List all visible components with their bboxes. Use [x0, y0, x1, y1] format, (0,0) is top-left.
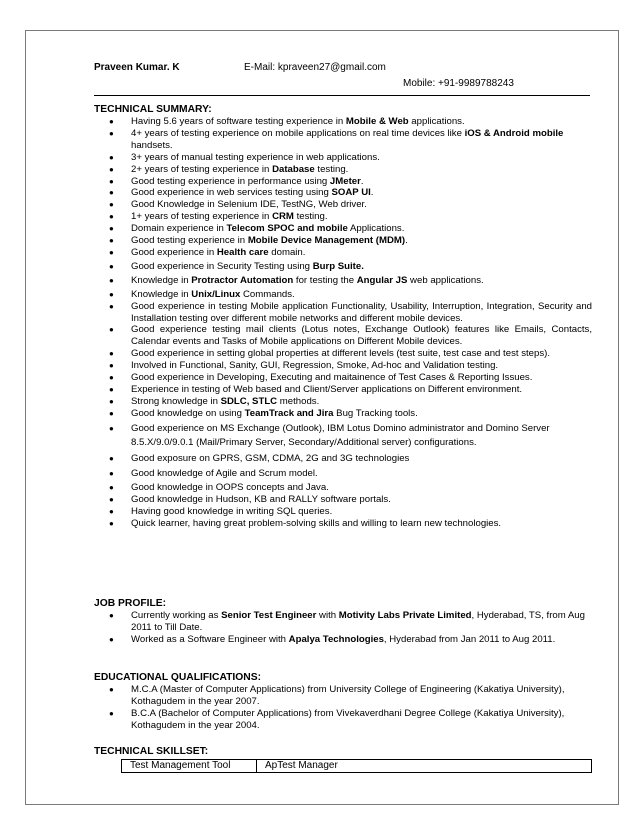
item-text: Good knowledge in Hudson, KB and RALLY software portals.	[131, 494, 391, 506]
item-text: Commands.	[240, 288, 295, 300]
bullet-icon: ●	[109, 275, 114, 285]
bold-text: SOAP UI	[331, 187, 371, 199]
bold-text: Apalya Technologies	[288, 633, 384, 645]
item-text: Good experience in setting global properties at different levels (test suite, test case and test steps).	[131, 348, 550, 360]
list-item	[107, 518, 592, 530]
item-text: for testing the	[293, 274, 357, 286]
list-item	[107, 116, 592, 128]
item-text: Good testing experience in performance using	[131, 175, 330, 187]
item-text: handsets.	[131, 139, 173, 151]
item-text: Experience in testing of Web based and Client/Server applications on Different environment.	[131, 383, 523, 395]
education-list	[94, 684, 592, 732]
bullet-icon: ●	[109, 408, 114, 418]
bullet-icon: ●	[109, 325, 114, 335]
bold-text: SDLC, STLC	[220, 395, 278, 407]
item-text: 1+ years of testing experience in	[131, 211, 273, 223]
item-text: Currently working as	[131, 610, 222, 621]
bullet-icon: ●	[109, 301, 114, 311]
skillset-section	[94, 745, 592, 758]
bullet-icon: ●	[109, 200, 114, 210]
education-section	[94, 671, 592, 732]
bullet-icon: ●	[109, 152, 114, 162]
item-text: testing.	[314, 163, 349, 175]
bullet-icon: ●	[109, 483, 114, 493]
bullet-icon: ●	[109, 685, 114, 694]
bold-text: Database	[272, 163, 315, 175]
bullet-icon: ●	[109, 384, 114, 394]
list-item	[107, 128, 592, 152]
item-text: testing.	[293, 211, 328, 223]
bullet-icon: ●	[109, 507, 114, 517]
item-text: Having good knowledge in writing SQL queries.	[131, 506, 333, 518]
bullet-icon: ●	[109, 236, 114, 246]
list-item	[107, 634, 592, 646]
item-text: domain.	[268, 246, 306, 258]
list-item	[107, 235, 592, 247]
item-text: Quick learner, having great problem-solving skills and willing to learn new technologies.	[131, 518, 502, 530]
item-text: Good Knowledge in Selenium IDE, TestNG, Web driver.	[131, 199, 367, 211]
item-text: , Hyderabad from Jan 2011 to Aug 2011.	[383, 633, 556, 645]
item-text: M.C.A (Master of Computer Applications) from University College of Engineering (Kakatiya University), Kothagudem in the year 2007.	[131, 684, 565, 707]
bullet-icon: ●	[109, 349, 114, 359]
bullet-icon: ●	[109, 224, 114, 234]
item-text: 4+ years of testing experience on mobile applications on real time devices like	[131, 127, 465, 139]
list-item	[107, 384, 592, 396]
item-text: B.C.A (Bachelor of Computer Applications) from Vivekaverdhani Degree College (Kakatiya University), Kothagudem in the year 2004.	[131, 707, 565, 731]
item-text: 2+ years of testing experience in	[131, 163, 273, 175]
list-item	[107, 610, 592, 634]
bullet-icon: ●	[109, 611, 114, 620]
list-item	[107, 199, 592, 211]
list-item	[107, 211, 592, 223]
item-text: Having 5.6 years of software testing experience in	[131, 116, 346, 127]
item-text: Good experience in	[131, 246, 217, 258]
list-item	[107, 348, 592, 360]
bold-text: JMeter	[329, 175, 361, 187]
item-text: Knowledge in	[131, 274, 192, 286]
bullet-icon: ●	[109, 247, 114, 257]
bullet-icon: ●	[109, 361, 114, 371]
item-text: 3+ years of manual testing experience in web applications.	[131, 151, 380, 163]
list-item	[107, 468, 592, 480]
list-item	[107, 301, 592, 325]
bold-text: Health care	[216, 246, 269, 258]
section-title: JOB PROFILE:	[94, 598, 167, 609]
table-row	[122, 760, 592, 773]
item-text: Knowledge in	[131, 288, 192, 300]
bold-text: Telecom SPOC and mobile	[226, 223, 348, 235]
section-title: TECHNICAL SUMMARY:	[94, 104, 212, 115]
header-divider	[94, 95, 590, 96]
list-item	[107, 684, 592, 708]
bullet-icon: ●	[109, 708, 114, 718]
bullet-icon: ●	[109, 519, 114, 529]
item-text: .	[405, 235, 408, 247]
item-text: .	[370, 187, 374, 199]
item-text: web applications.	[407, 274, 484, 286]
bold-text: Protractor Automation	[191, 274, 294, 286]
item-text: Good exposure on GPRS, GSM, CDMA, 2G and 3G technologies	[131, 452, 410, 464]
job-profile-list	[94, 610, 592, 646]
bullet-icon: ●	[109, 396, 114, 406]
bullet-icon: ●	[109, 495, 114, 505]
list-item	[107, 408, 592, 420]
list-item	[107, 187, 592, 199]
bullet-icon: ●	[109, 453, 114, 463]
item-text: .	[360, 175, 364, 187]
item-text: Good experience testing mail clients (Lotus notes, Exchange Outlook) features like Emails, Contacts, Calendar events and Tasks of Mobile applications on Different Mobile devices.	[131, 324, 592, 348]
item-text: Good experience in Developing, Executing and maitainence of Test Cases & Reporting Issues.	[131, 372, 533, 384]
bold-text: iOS & Android mobile	[464, 127, 564, 139]
item-text: methods.	[277, 395, 320, 407]
list-item	[107, 289, 592, 301]
technical-summary-list	[94, 116, 592, 530]
skill-label: Test Management Tool	[122, 760, 257, 773]
item-text: Involved in Functional, Sanity, GUI, Regression, Smoke, Ad-hoc and Validation testing.	[131, 360, 499, 372]
bold-text: CRM	[272, 211, 294, 223]
item-text: Good testing experience in	[131, 235, 248, 247]
list-item	[107, 261, 592, 273]
item-text: Good knowledge of Agile and Scrum model.	[131, 467, 318, 479]
bold-text: Mobile Device Management (MDM)	[247, 235, 406, 247]
section-title: EDUCATIONAL QUALIFICATIONS:	[94, 672, 262, 683]
bold-text: Mobile & Web	[345, 116, 409, 127]
bullet-icon: ●	[109, 634, 114, 644]
bold-text: Unix/Linux	[191, 288, 241, 300]
bold-text: Motivity Labs Private Limited	[338, 610, 472, 621]
item-text: Good knowledge in OOPS concepts and Java.	[131, 482, 329, 494]
bullet-icon: ●	[109, 373, 114, 383]
list-item	[107, 372, 592, 384]
section-title: TECHNICAL SKILLSET:	[94, 746, 209, 757]
item-text: applications.	[408, 116, 465, 127]
item-text: Strong knowledge in	[131, 395, 221, 407]
item-text: Good experience in web services testing using	[131, 187, 332, 199]
list-item	[107, 360, 592, 372]
bold-text: Angular JS	[356, 274, 408, 286]
list-item	[107, 453, 592, 465]
technical-summary-section	[94, 103, 592, 530]
bullet-icon: ●	[109, 423, 114, 433]
bold-text: Senior Test Engineer	[221, 610, 317, 621]
candidate-name: Praveen Kumar. K	[94, 62, 180, 73]
list-item	[107, 275, 592, 287]
bold-text: Burp Suite.	[312, 260, 364, 272]
bullet-icon: ●	[109, 117, 114, 126]
item-text: Good knowledge on using	[131, 407, 245, 419]
list-item	[107, 164, 592, 176]
list-item	[107, 708, 592, 732]
list-item	[107, 324, 592, 348]
item-text: Good experience in testing Mobile application Functionality, Usability, Interruption, Integration, Security and Installation testing over different mobile networks and different mobile devices.	[131, 300, 592, 324]
bullet-icon: ●	[109, 128, 114, 138]
bullet-icon: ●	[109, 212, 114, 222]
list-item	[107, 396, 592, 408]
list-item	[107, 506, 592, 518]
item-text: Worked as a Software Engineer with	[131, 633, 289, 645]
skill-value: ApTest Manager	[257, 760, 592, 773]
bullet-icon: ●	[109, 188, 114, 198]
bullet-icon: ●	[109, 468, 114, 478]
list-item	[107, 223, 592, 235]
bullet-icon: ●	[109, 164, 114, 174]
item-text: Applications.	[347, 223, 405, 235]
bullet-icon: ●	[109, 289, 114, 299]
item-text: with	[316, 610, 339, 621]
bullet-icon: ●	[109, 261, 114, 271]
item-text: Domain experience in	[131, 223, 227, 235]
skillset-table	[121, 759, 592, 773]
list-item	[107, 422, 592, 450]
bold-text: TeamTrack and Jira	[244, 407, 334, 419]
item-text: , Hyderabad, TS, from Aug 2011 to Till Date.	[131, 610, 585, 633]
job-profile-section	[94, 597, 592, 646]
list-item	[107, 482, 592, 494]
list-item	[107, 152, 592, 164]
mobile: Mobile: +91-9989788243	[403, 78, 514, 89]
list-item	[107, 176, 592, 188]
email: E-Mail: kpraveen27@gmail.com	[244, 62, 386, 73]
list-item	[107, 494, 592, 506]
item-text: Good experience in Security Testing using	[131, 260, 313, 272]
item-text: Bug Tracking tools.	[333, 407, 418, 419]
list-item	[107, 247, 592, 259]
item-text: Good experience on MS Exchange (Outlook), IBM Lotus Domino administrator and Domino Server 8.5.X/9.0/9.0.1 (Mail/Primary Server, Secondary/Additional server) configurations.	[131, 422, 550, 448]
bullet-icon: ●	[109, 176, 114, 186]
